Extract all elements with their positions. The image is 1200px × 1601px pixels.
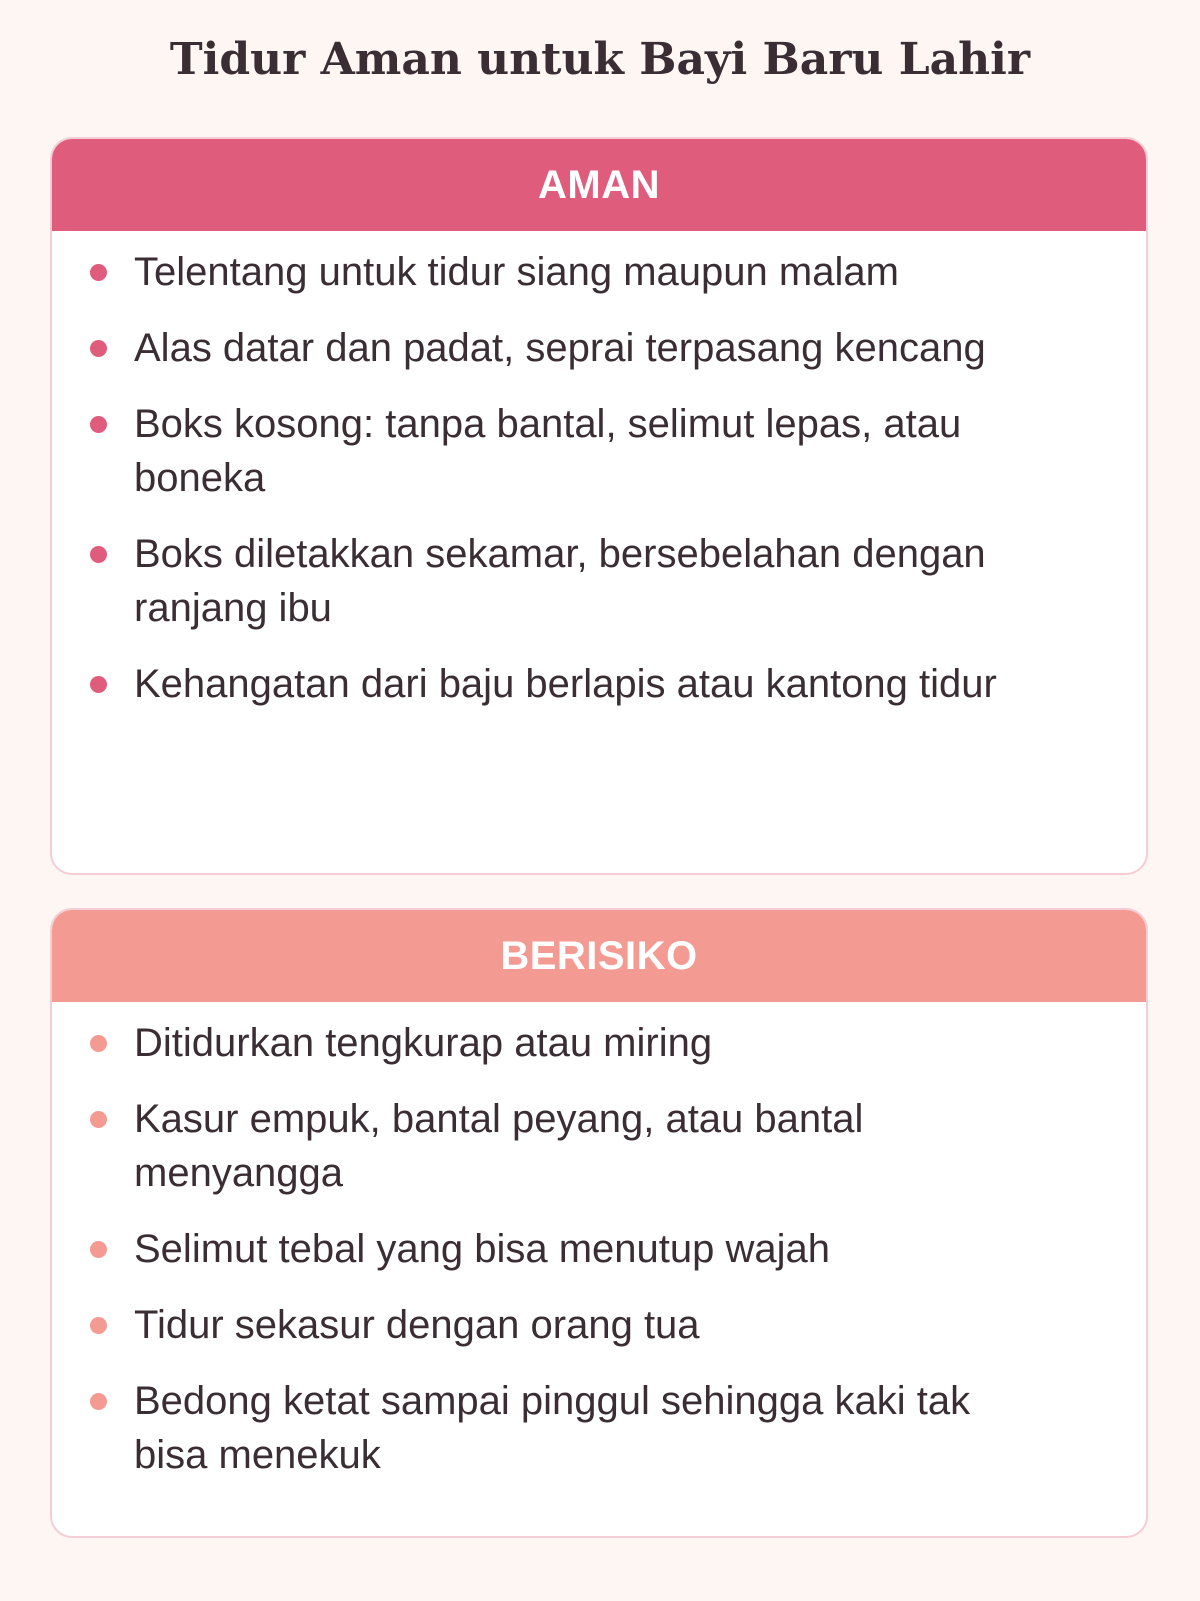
list-item-text: Tidur sekasur dengan orang tua bbox=[134, 1303, 700, 1347]
bullet-icon bbox=[90, 1317, 107, 1334]
risk-card-header: BERISIKO bbox=[52, 910, 1146, 1002]
list-item-text: Selimut tebal yang bisa menutup wajah bbox=[134, 1227, 830, 1271]
page-title: Tidur Aman untuk Bayi Baru Lahir bbox=[169, 34, 1031, 85]
list-item-text: Alas datar dan padat, seprai terpasang kencang bbox=[134, 326, 986, 370]
list-item bbox=[52, 1298, 1146, 1352]
bullet-icon bbox=[90, 416, 107, 433]
list-item bbox=[52, 527, 1146, 635]
list-item-text: Bedong ketat sampai pinggul sehingga kaki tak bisa menekuk bbox=[134, 1379, 971, 1477]
safe-card bbox=[50, 137, 1148, 875]
list-item-text: Boks kosong: tanpa bantal, selimut lepas, atau boneka bbox=[134, 402, 962, 500]
bullet-icon bbox=[90, 340, 107, 357]
bullet-icon bbox=[90, 1241, 107, 1258]
list-item bbox=[52, 657, 1146, 711]
bullet-icon bbox=[90, 1393, 107, 1410]
risk-card bbox=[50, 908, 1148, 1538]
list-item bbox=[52, 1374, 1146, 1482]
bullet-icon bbox=[90, 264, 107, 281]
bullet-icon bbox=[90, 1035, 107, 1052]
bullet-icon bbox=[90, 676, 107, 693]
list-item-text: Boks diletakkan sekamar, bersebelahan dengan ranjang ibu bbox=[134, 532, 986, 630]
list-item-text: Kehangatan dari baju berlapis atau kantong tidur bbox=[134, 662, 997, 706]
bullet-icon bbox=[90, 546, 107, 563]
safe-list bbox=[52, 231, 1146, 711]
list-item bbox=[52, 1222, 1146, 1276]
list-item-text: Telentang untuk tidur siang maupun malam bbox=[134, 250, 899, 294]
bullet-icon bbox=[90, 1111, 107, 1128]
safe-card-header: AMAN bbox=[52, 139, 1146, 231]
list-item bbox=[52, 397, 1146, 505]
list-item bbox=[52, 321, 1146, 375]
list-item-text: Ditidurkan tengkurap atau miring bbox=[134, 1021, 713, 1065]
list-item bbox=[52, 1092, 1146, 1200]
list-item-text: Kasur empuk, bantal peyang, atau bantal menyangga bbox=[134, 1097, 864, 1195]
risk-list bbox=[52, 1002, 1146, 1482]
list-item bbox=[52, 245, 1146, 299]
list-item bbox=[52, 1016, 1146, 1070]
